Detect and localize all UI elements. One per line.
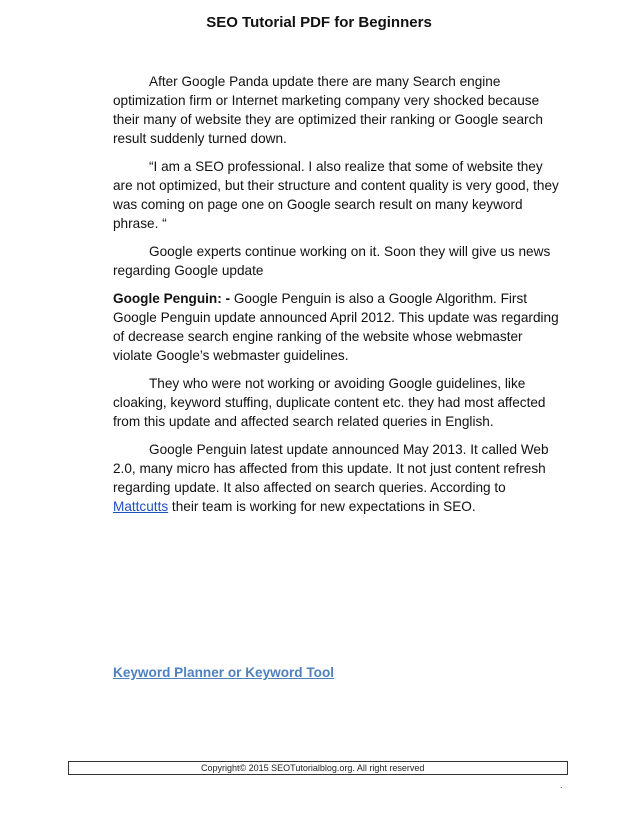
penguin-label: Google Penguin: - <box>113 291 231 306</box>
paragraph-text: Google experts continue working on it. Soon they will give us news regarding Google update <box>113 244 551 278</box>
section-heading-keyword-planner[interactable]: Keyword Planner or Keyword Tool <box>113 665 335 680</box>
paragraph-text: After Google Panda update there are many Search engine optimization firm or Internet marketing company very shocked because their many of website they are optimized their ranking or Google search result suddenly turned down. <box>113 74 543 146</box>
paragraph-penguin-latest <box>113 440 563 516</box>
paragraph-google-penguin <box>113 289 563 365</box>
paragraph-seo-quote <box>113 157 563 233</box>
paragraph-text: “I am a SEO professional. I also realize that some of website they are not optimized, but their structure and content quality is very good, they was coming on page one on Google search result on many keyword phrase. “ <box>113 159 559 231</box>
mattcutts-link[interactable]: Mattcutts <box>113 499 169 514</box>
paragraph-text: They who were not working or avoiding Google guidelines, like cloaking, keyword stuffing, duplicate content etc. they had most affected from this update and affected search related queries in English. <box>113 376 546 429</box>
paragraph-panda-impact <box>113 72 563 148</box>
paragraph-text: Google Penguin is also a Google Algorithm. First Google Penguin update announced April 2012. This update was regarding of decrease search engine ranking of the website whose webmaster violate Google’s webmaster guidelines. <box>113 291 559 363</box>
paragraph-text: their team is working for new expectations in SEO. <box>168 499 476 514</box>
paragraph-google-experts <box>113 242 563 280</box>
page-header-title: SEO Tutorial PDF for Beginners <box>206 14 432 31</box>
footer-copyright: Copyright© 2015 SEOTutorialblog.org. All right reserved <box>201 763 425 773</box>
footer-dot: . <box>560 780 563 790</box>
paragraph-affected-sites <box>113 374 563 431</box>
document-body <box>113 72 563 682</box>
blank-space <box>113 525 563 663</box>
footer-box <box>68 761 568 775</box>
paragraph-text: Google Penguin latest update announced May 2013. It called Web 2.0, many micro has affected from this update. It not just content refresh regarding update. It also affected on search queries. According to <box>113 442 549 495</box>
